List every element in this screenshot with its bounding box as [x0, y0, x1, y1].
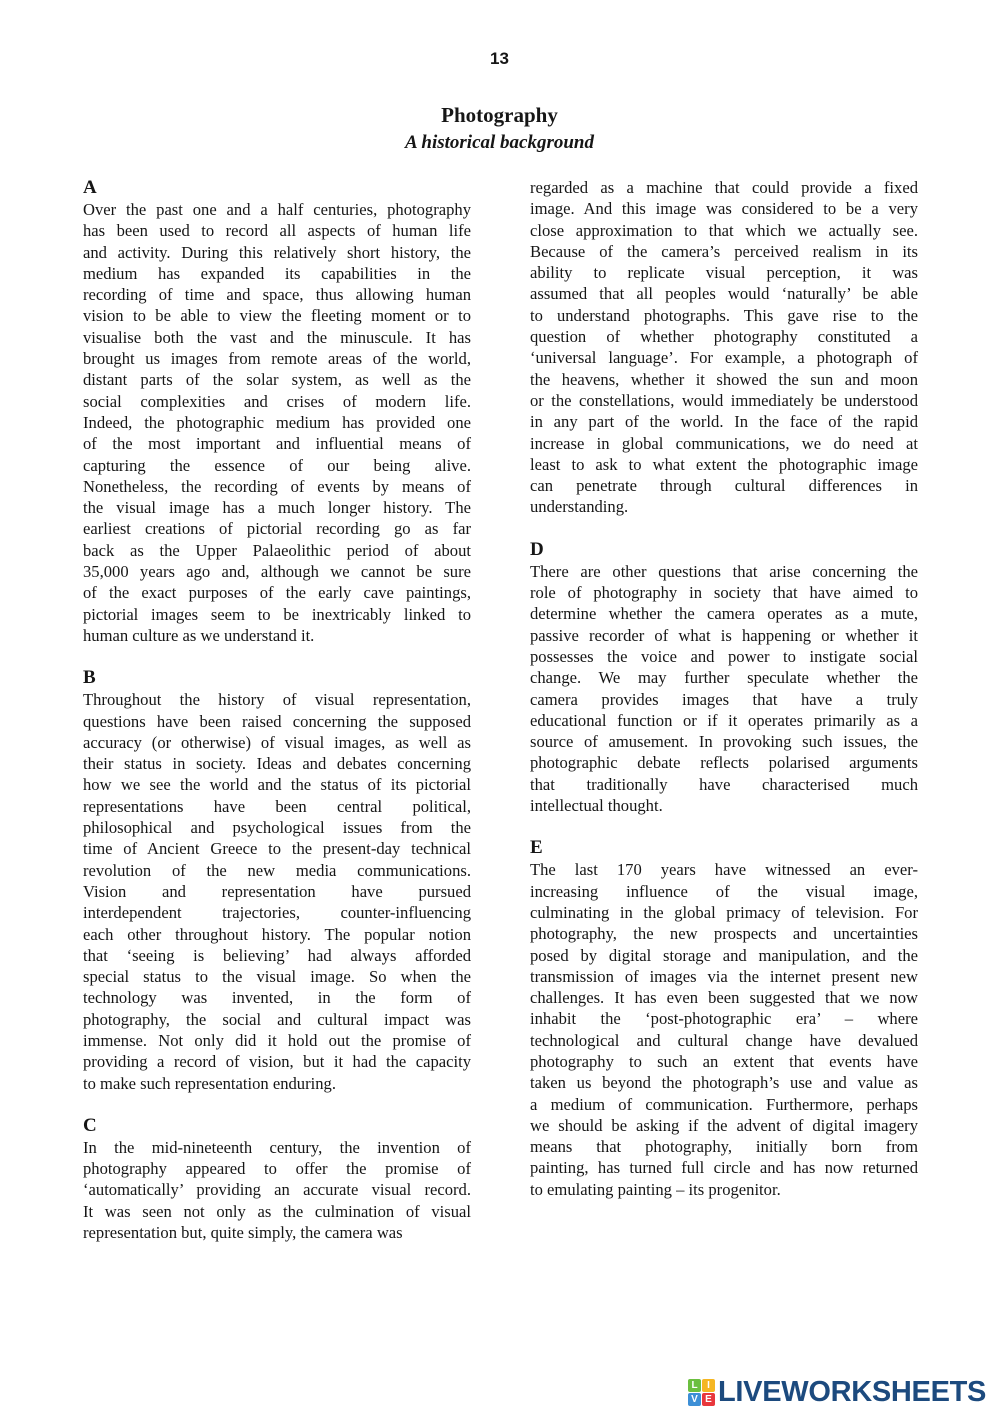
- text-line: least to ask to what extent the photographic image: [530, 454, 918, 474]
- text-line: photography to such an extent that events have: [530, 1051, 918, 1071]
- text-line: special status to the visual image. So when the: [83, 967, 471, 987]
- logo-letter-tile: E: [702, 1393, 715, 1406]
- text-line: earliest creations of pictorial recording go as far: [83, 519, 471, 539]
- text-line: ‘universal language’. For example, a photograph of: [530, 348, 918, 368]
- text-line: photography, the social and cultural impact was: [83, 1009, 471, 1029]
- paragraph: [83, 199, 471, 646]
- paragraph: [83, 689, 471, 1094]
- text-line: Throughout the history of visual representation,: [83, 690, 471, 710]
- text-line: painting, has turned full circle and has now returned: [530, 1158, 918, 1178]
- text-line: immense. Not only did it hold out the promise of: [83, 1030, 471, 1050]
- text-line: increasing influence of the visual image,: [530, 881, 918, 901]
- liveworksheets-watermark[interactable]: [688, 1377, 986, 1407]
- text-line: image. And this image was considered to be a very: [530, 199, 918, 219]
- text-line: culminating in the global primacy of television. For: [530, 902, 918, 922]
- text-line: a medium of communication. Furthermore, perhaps: [530, 1094, 918, 1114]
- text-line: social complexities and crises of modern life.: [83, 391, 471, 411]
- text-line: Because of the camera’s perceived realism in its: [530, 241, 918, 261]
- text-line: their status in society. Ideas and debates concerning: [83, 754, 471, 774]
- text-line: providing a record of vision, but it had the capacity: [83, 1052, 471, 1072]
- left-column: [83, 177, 471, 1243]
- text-line: posed by digital storage and manipulation, and the: [530, 945, 918, 965]
- text-line: revolution of the new media communications.: [83, 860, 471, 880]
- text-line: means that photography, initially born from: [530, 1137, 918, 1157]
- section-a: [83, 177, 471, 646]
- text-line: has been used to record all aspects of human life: [83, 221, 471, 241]
- text-line: questions have been raised concerning the supposed: [83, 711, 471, 731]
- text-line: that traditionally have characterised much: [530, 774, 918, 794]
- text-line: increase in global communications, we do need at: [530, 433, 918, 453]
- text-line: educational function or if it operates primarily as a: [530, 710, 918, 730]
- text-line: the visual image has a much longer history. The: [83, 498, 471, 518]
- section-c: [83, 1115, 471, 1243]
- text-line: passive recorder of what is happening or whether it: [530, 625, 918, 645]
- text-line: medium has expanded its capabilities in the: [83, 263, 471, 283]
- text-line: to understand photographs. This gave rise to the: [530, 305, 918, 325]
- text-line: In the mid-nineteenth century, the invention of: [83, 1137, 471, 1157]
- text-line: can penetrate through cultural differences in: [530, 476, 918, 496]
- page-subtitle: A historical background: [405, 132, 594, 153]
- section-letter: B: [83, 667, 96, 689]
- paragraph: [530, 859, 918, 1200]
- text-line: question of whether photography constituted a: [530, 327, 918, 347]
- text-line: time of Ancient Greece to the present-day technical: [83, 839, 471, 859]
- text-line: in any part of the world. In the face of the rapid: [530, 412, 918, 432]
- text-line: photographic debate reflects polarised arguments: [530, 753, 918, 773]
- text-line: ability to replicate visual perception, it was: [530, 263, 918, 283]
- paragraph: [530, 561, 918, 817]
- text-line: source of amusement. In provoking such issues, the: [530, 732, 918, 752]
- text-line: assumed that all peoples would ‘naturally’ be able: [530, 284, 918, 304]
- page-number: 13: [490, 49, 509, 68]
- section-letter: A: [83, 177, 97, 198]
- text-line: distant parts of the solar system, as well as the: [83, 370, 471, 390]
- text-line: or the constellations, would immediately be understood: [530, 390, 918, 410]
- text-line: challenges. It has even been suggested that we now: [530, 988, 918, 1008]
- text-line: ‘automatically’ providing an accurate visual record.: [83, 1180, 471, 1200]
- text-line: philosophical and psychological issues from the: [83, 818, 471, 838]
- section-b: [83, 667, 471, 1094]
- live-logo-icon: [688, 1379, 715, 1406]
- text-line: close approximation to that which we actually see.: [530, 220, 918, 240]
- text-line: regarded as a machine that could provide a fixed: [530, 178, 918, 197]
- text-line: each other throughout history. The popular notion: [83, 924, 471, 944]
- text-line: The last 170 years have witnessed an ever-: [530, 860, 918, 880]
- text-line: human culture as we understand it.: [83, 625, 315, 645]
- text-line: It was seen not only as the culmination of visual: [83, 1201, 471, 1221]
- section-letter: C: [83, 1114, 97, 1136]
- paragraph: [83, 1137, 471, 1243]
- logo-letter-tile: L: [688, 1379, 701, 1392]
- text-line: camera provides images that have a truly: [530, 689, 918, 709]
- text-line: role of photography in society that have aimed to: [530, 583, 918, 603]
- text-line: capturing the essence of our being alive.: [83, 455, 471, 475]
- text-line: change. We may further speculate whether the: [530, 668, 918, 688]
- text-line: technology was invented, in the form of: [83, 988, 471, 1008]
- text-line: 35,000 years ago and, although we cannot be sure: [83, 562, 471, 582]
- text-line: photography, the new prospects and uncertainties: [530, 924, 918, 944]
- text-line: Over the past one and a half centuries, photography: [83, 200, 471, 219]
- text-line: representations have been central political,: [83, 796, 471, 816]
- section-d: [530, 539, 918, 817]
- text-line: representation but, quite simply, the camera was: [83, 1223, 403, 1243]
- text-line: of the most important and influential means of: [83, 434, 471, 454]
- text-line: taken us beyond the photograph’s use and value as: [530, 1073, 918, 1093]
- text-line: intellectual thought.: [530, 796, 663, 816]
- text-line: accuracy (or otherwise) of visual images, as well as: [83, 732, 471, 752]
- text-line: transmission of images via the internet present new: [530, 966, 918, 986]
- section-e: [530, 837, 918, 1200]
- text-line: Vision and representation have pursued: [83, 881, 471, 901]
- right-column: [530, 177, 918, 1200]
- text-line: we should be asking if the advent of digital imagery: [530, 1115, 918, 1135]
- text-line: the heavens, whether it showed the sun and moon: [530, 369, 918, 389]
- text-line: pictorial images seem to be inextricably linked to: [83, 604, 471, 624]
- text-line: understanding.: [530, 497, 629, 517]
- text-line: Nonetheless, the recording of events by means of: [83, 476, 471, 496]
- text-line: inhabit the ‘post-photographic era’ – where: [530, 1009, 918, 1029]
- text-line: Indeed, the photographic medium has provided one: [83, 412, 471, 432]
- text-line: photography appeared to offer the promise of: [83, 1159, 471, 1179]
- text-line: recording of time and space, thus allowing human: [83, 285, 471, 305]
- text-line: back as the Upper Palaeolithic period of about: [83, 540, 471, 560]
- page-title: Photography: [441, 103, 558, 127]
- text-line: determine whether the camera operates as a mute,: [530, 604, 918, 624]
- text-line: There are other questions that arise concerning the: [530, 561, 918, 581]
- text-line: visualise both the vast and the minuscule. It has: [83, 327, 471, 347]
- section-letter: E: [530, 837, 543, 859]
- text-line: vision to be able to view the fleeting moment or to: [83, 306, 471, 326]
- text-line: of the exact purposes of the early cave paintings,: [83, 583, 471, 603]
- section-letter: D: [530, 538, 544, 560]
- text-line: possesses the voice and power to instigate social: [530, 646, 918, 666]
- text-line: brought us images from remote areas of the world,: [83, 349, 471, 369]
- logo-letter-tile: V: [688, 1393, 701, 1406]
- text-line: and activity. During this relatively short history, the: [83, 242, 471, 262]
- text-line: interdependent trajectories, counter-influencing: [83, 903, 471, 923]
- text-line: technological and cultural change have devalued: [530, 1030, 918, 1050]
- text-line: that ‘seeing is believing’ had always afforded: [83, 945, 471, 965]
- section-c-continued: [530, 177, 918, 518]
- text-line: to emulating painting – its progenitor.: [530, 1179, 781, 1199]
- paragraph: [530, 177, 918, 518]
- text-line: how we see the world and the status of its pictorial: [83, 775, 471, 795]
- brand-name: LIVEWORKSHEETS: [718, 1376, 987, 1408]
- text-line: to make such representation enduring.: [83, 1073, 336, 1093]
- logo-letter-tile: I: [702, 1379, 715, 1392]
